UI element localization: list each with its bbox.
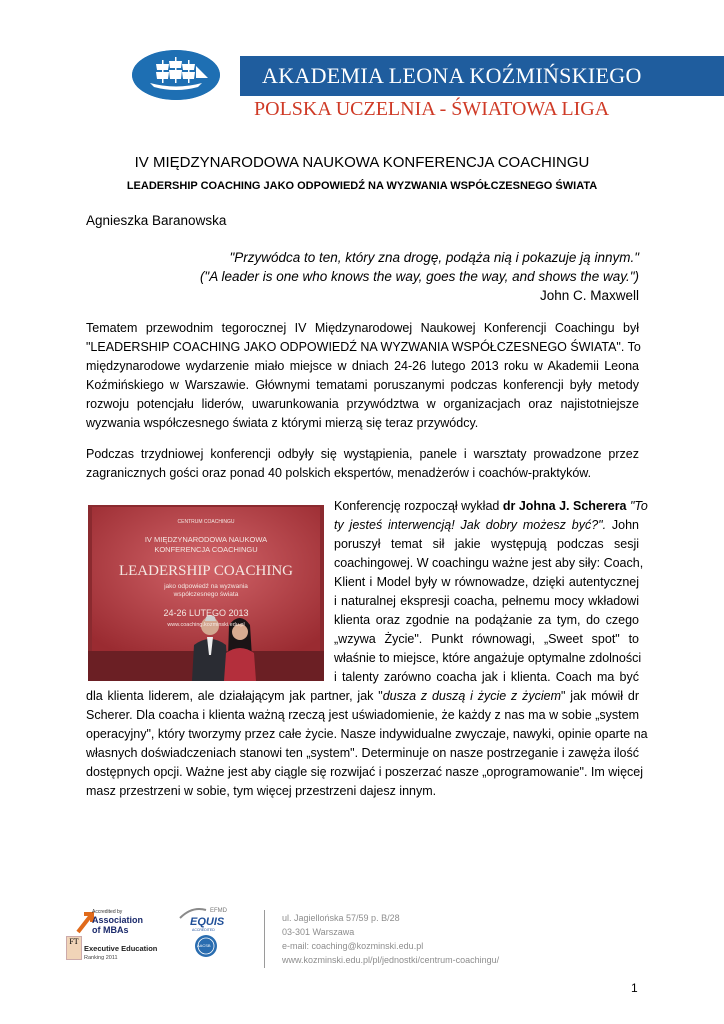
document-title: IV MIĘDZYNARODOWA NAUKOWA KONFERENCJA COACHINGU xyxy=(134,154,590,171)
text-line: Konferencję rozpoczął wykład dr Johna J. Scherera "To xyxy=(334,499,648,513)
screen-conference-line2: KONFERENCJA COACHINGU xyxy=(154,545,258,554)
footer-divider xyxy=(264,910,265,968)
amba-name-line2: of MBAs xyxy=(92,925,129,935)
page-number: 1 xyxy=(631,981,638,995)
quote-inline: dusza z duszą i życie z życiem xyxy=(382,689,562,703)
paragraph-keynote xyxy=(334,497,648,687)
ft-logo xyxy=(66,936,82,960)
text-line: masz przestrzeni w sobie, tym więcej przestrzeni dajesz innym. xyxy=(86,784,437,798)
ft-label: FT xyxy=(69,937,79,946)
text-line: i naturalnej ekspresji coacha, pełnemu mocy wkładowi xyxy=(334,594,639,608)
address-line2: 03-301 Warszawa xyxy=(282,927,355,937)
author-name: Agnieszka Baranowska xyxy=(86,213,227,228)
text-line: i talenty zarówno coacha jak i klienta. Coach ma być xyxy=(334,670,639,684)
text-line: Koźmińskiego w Warszawie. Głównymi tematami poruszanymi podczas konferencji były metody xyxy=(86,378,639,392)
screen-subtitle-line2: współczesnego świata xyxy=(173,591,239,598)
text-line: Tematem przewodnim tegorocznej IV Międzynarodowej Naukowej Konferencji Coachingu był xyxy=(86,321,639,335)
sailing-ship-icon xyxy=(132,50,220,100)
text-line: wyzwania współczesnego świata z którymi mierzą się teraz przywódcy. xyxy=(86,416,479,430)
text-line: ty jesteś interwencją! Jak dobry możesz być?". John xyxy=(334,518,639,532)
university-tagline: POLSKA UCZELNIA - ŚWIATOWA LIGA xyxy=(254,98,610,120)
screen-leadership-title: LEADERSHIP COACHING xyxy=(118,563,294,579)
amba-name-line1: Association xyxy=(92,915,144,925)
email-line[interactable]: e-mail: coaching@kozminski.edu.pl xyxy=(282,941,424,951)
screen-date: 24-26 LUTEGO 2013 xyxy=(163,608,249,618)
university-logo xyxy=(132,50,220,100)
text-line: dostępnych opcji. Ważne jest aby ciągle się rozwijać i poszerzać nasze „oprogramowanie". Im więcej xyxy=(86,765,644,779)
ranking-label: Ranking 2011 xyxy=(84,955,118,961)
text-line: klienta oraz zgodnie na podążanie za tym, do czego xyxy=(334,613,639,627)
text-line: dla klienta liderem, ale działającym jak partner, jak "dusza z duszą i życie z życiem" jak mówił dr xyxy=(86,689,639,703)
institution-banner xyxy=(240,56,724,96)
text-line: zagranicznych gości oraz ponad 40 polskich ekspertów, menadżerów i coachów-praktyków. xyxy=(86,466,592,480)
text-line: własnych doświadczeniach stanowi ten „system". Determinuje on nasze postrzeganie i zawęża ilość xyxy=(86,746,639,760)
conference-photo xyxy=(88,505,324,681)
screen-conference-line1: IV MIĘDZYNARODOWA NAUKOWA xyxy=(144,535,268,544)
equis-label: EQUIS xyxy=(190,916,225,928)
speaker-name: dr Johna J. Scherera xyxy=(502,499,627,513)
screen-url: www.coaching.kozminski.edu.pl xyxy=(167,622,245,628)
quote-polish: "Przywódca to ten, który zna drogę, podąża nią i pokazuje ją innym." xyxy=(229,250,639,265)
text-line: Scherer. Dla coacha i klienta ważną rzeczą jest uświadomienie, że każdy z nas ma w sobie „system xyxy=(86,708,639,722)
quote-author: John C. Maxwell xyxy=(539,288,639,303)
aacsb-label: AACSB xyxy=(197,943,211,948)
accreditation-logos xyxy=(64,906,254,966)
text-line: coachingowej. W coachingu ważne jest aby siły: Coach, xyxy=(334,556,644,570)
text-line: właśnie to miejsce, które angażuje optymalne zdolności xyxy=(334,651,642,665)
screen-subtitle-line1: jako odpowiedź na wyzwania xyxy=(164,583,248,590)
screen-center-label: CENTRUM COACHINGU xyxy=(177,519,235,525)
text-line: Klient i Model były w równowadze, dzięki autentycznej xyxy=(334,575,639,589)
institution-name: AKADEMIA LEONA KOŹMIŃSKIEGO xyxy=(262,63,642,88)
document-subtitle: LEADERSHIP COACHING JAKO ODPOWIEDŹ NA WYZWANIA WSPÓŁCZESNEGO ŚWIATA xyxy=(126,180,598,192)
text-line: "LEADERSHIP COACHING JAKO ODPOWIEDŹ NA WYZWANIA WSPÓŁCZESNEGO ŚWIATA". To xyxy=(86,340,641,354)
quote-english: ("A leader is one who knows the way, goes the way, and shows the way.") xyxy=(199,269,639,284)
executive-education-label: Executive Education xyxy=(84,944,158,953)
contact-block xyxy=(282,911,499,967)
paragraph-keynote-continued xyxy=(86,687,648,801)
paragraph-intro xyxy=(86,319,639,433)
equis-accredited-label: ACCREDITED xyxy=(192,928,215,932)
text-line: poruszył temat sił jakie występują podczas sesji xyxy=(334,537,639,551)
text-line: „wzywa Życie". Punkt równowagi, „Sweet spot" to xyxy=(334,632,639,646)
text-line: międzynarodowe wydarzenie miało miejsce w dniach 24-26 lutego 2013 roku w Akademii Leona xyxy=(86,359,639,373)
text-line: rozwoju potencjału liderów, uwarunkowania przywództwa w organizacjach oraz najistotniejsze xyxy=(86,397,639,411)
text-line: operacyjny", który tworzymy przez całe życie. Nasze indywidualne zwyczaje, nawyki, opinie oparte na xyxy=(86,727,648,741)
efmd-label: EFMD xyxy=(210,908,227,914)
address-line1: ul. Jagiellońska 57/59 p. B/28 xyxy=(282,913,400,923)
lecture-title: ty jesteś interwencją! Jak dobry możesz być?". xyxy=(334,518,607,532)
paragraph-speakers xyxy=(86,445,639,483)
website-link[interactable]: www.kozminski.edu.pl/pl/jednostki/centrum-coachingu/ xyxy=(282,955,500,965)
text-line: Podczas trzydniowej konferencji odbyły się wystąpienia, panele i warsztaty prowadzone przez xyxy=(86,447,639,461)
amba-accredited-label: Accredited by xyxy=(92,909,123,915)
